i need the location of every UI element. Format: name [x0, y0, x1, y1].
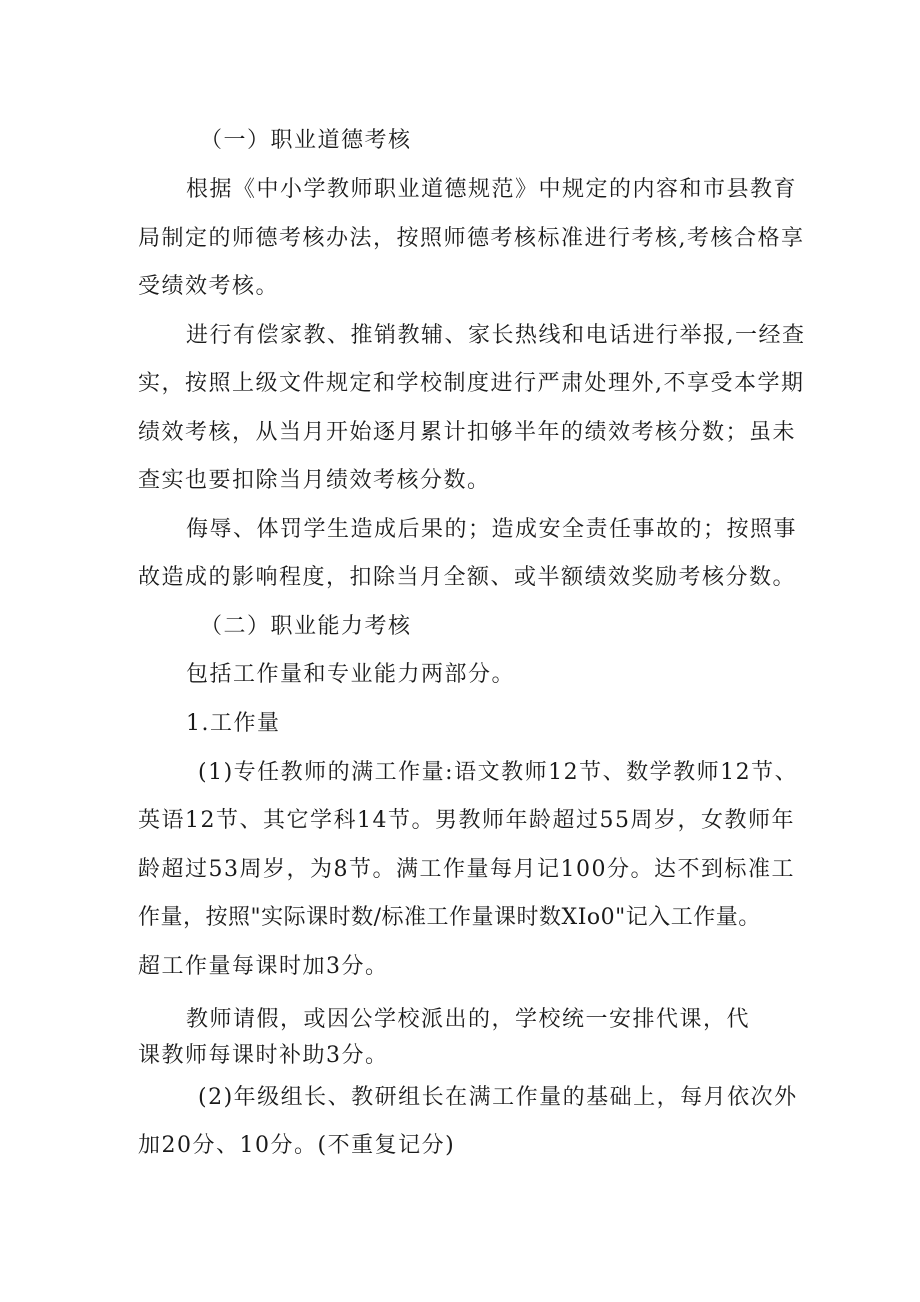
- text-line: 进行有偿家教、推销教辅、家长热线和电话进行举报,一经查: [186, 323, 806, 348]
- section-heading-professional-ability: （二）职业能力考核: [200, 614, 412, 639]
- text-line: (2)年级组长、教研组长在满工作量的基础上，每月依次外: [198, 1085, 798, 1110]
- text-line: 侮辱、体罚学生造成后果的；造成安全责任事故的；按照事: [186, 517, 798, 542]
- text-line: 查实也要扣除当月绩效考核分数。: [138, 468, 491, 493]
- text-line: 英语12节、其它学科14节。男教师年龄超过55周岁，女教师年: [138, 808, 795, 833]
- paragraph-ability-parts: 包括工作量和专业能力两部分。: [186, 662, 516, 687]
- text-line: 课教师每课时补助3分。: [138, 1043, 389, 1068]
- text-line: 实，按照上级文件规定和学校制度进行严肃处理外,不享受本学期: [138, 371, 805, 396]
- text-line: 绩效考核，从当月开始逐月累计扣够半年的绩效考核分数；虽未: [138, 420, 797, 445]
- text-line: 局制定的师德考核办法，按照师德考核标准进行考核,考核合格享: [138, 226, 805, 251]
- text-line: 受绩效考核。: [138, 274, 280, 299]
- text-line: 超工作量每课时加3分。: [138, 954, 389, 979]
- text-line: 作量，按照"实际课时数/标准工作量课时数XIo0"记入工作量。: [138, 905, 761, 930]
- section-heading-professional-ethics: （一）职业道德考核: [200, 128, 412, 153]
- text-line: (1)专任教师的满工作量:语文教师12节、数学教师12节、: [198, 760, 799, 785]
- text-line: 故造成的影响程度，扣除当月全额、或半额绩效奖励考核分数。: [138, 565, 797, 590]
- text-line: 教师请假，或因公学校派出的，学校统一安排代课，代: [186, 1007, 751, 1032]
- text-line: 加20分、10分。(不重复记分): [138, 1133, 456, 1158]
- text-line: 根据《中小学教师职业道德规范》中规定的内容和市县教育: [186, 177, 798, 202]
- subheading-workload: 1.工作量: [186, 711, 281, 736]
- text-line: 龄超过53周岁，为8节。满工作量每月记100分。达不到标准工: [138, 857, 795, 882]
